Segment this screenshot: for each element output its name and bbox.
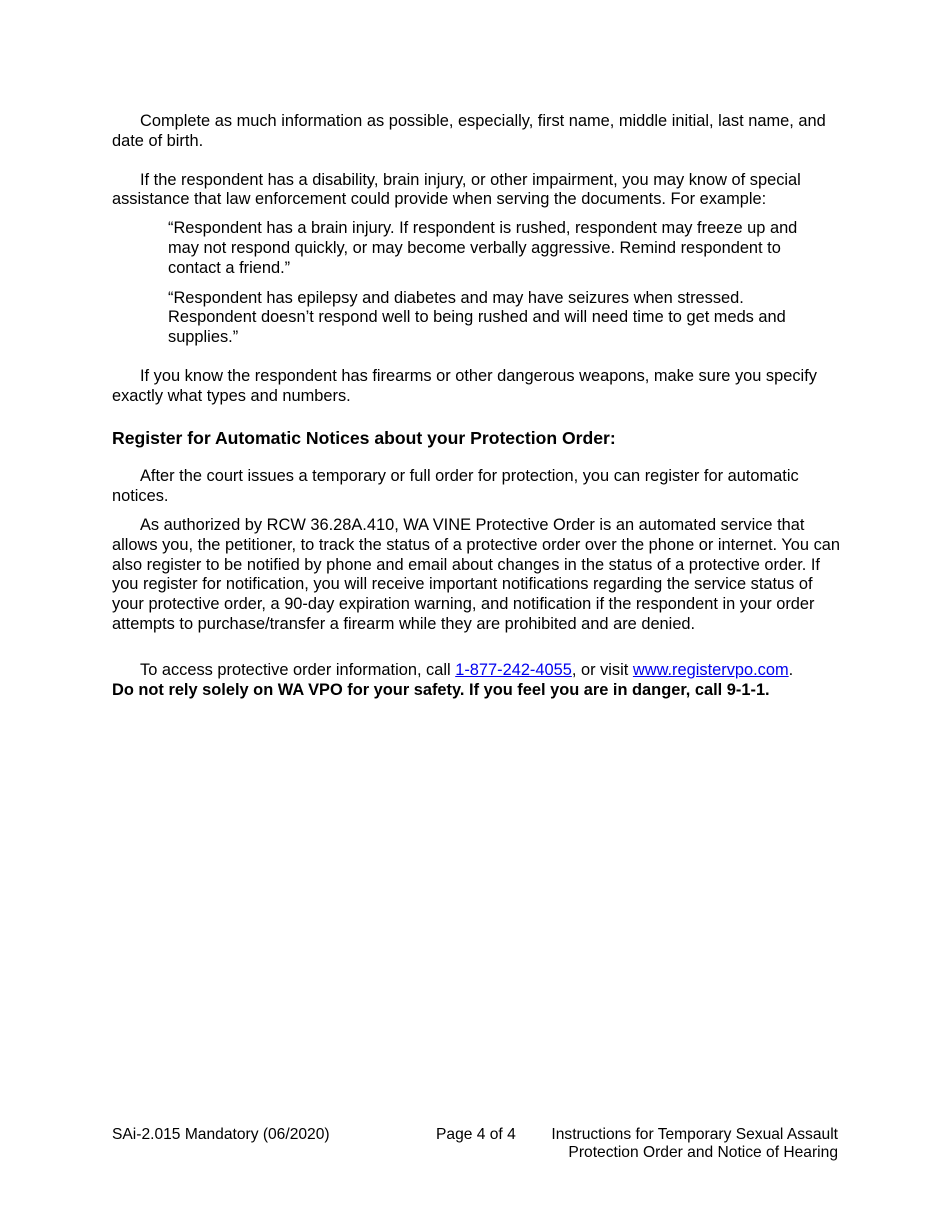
access-paragraph: [112, 661, 840, 681]
access-middle-text: , or visit: [571, 660, 633, 679]
document-title-line-1: Instructions for Temporary Sexual Assault: [551, 1126, 838, 1143]
page-number: Page 4 of 4: [436, 1126, 516, 1143]
vine-paragraph: As authorized by RCW 36.28A.410, WA VINE Protective Order is an automated service that allows you, the petitioner, to track the status of a protective order over the phone or internet. You can also register to be notified by phone and email about changes in the status of a protective order. If you register for notification, you will receive important notifications regarding the service status of your protective order, a 90-day expiration warning, and notification if the respondent in your order attempts to purchase/transfer a firearm while they are prohibited and are denied.: [112, 515, 841, 633]
info-paragraph: Complete as much information as possible, especially, first name, middle initial, last name, and date of birth.: [112, 112, 826, 150]
website-link[interactable]: www.registervpo.com: [632, 660, 789, 679]
example-quote-epilepsy: “Respondent has epilepsy and diabetes and may have seizures when stressed. Respondent doesn’t respond well to being rushed and will need time to get meds and supplies.”: [168, 288, 786, 347]
safety-warning: Do not rely solely on WA VPO for your safety. If you feel you are in danger, call 9-1-1.: [112, 680, 770, 699]
document-body: [112, 112, 840, 700]
notices-paragraph: After the court issues a temporary or full order for protection, you can register for automatic notices.: [112, 467, 799, 506]
document-title: [551, 1126, 838, 1162]
form-id: SAi-2.015 Mandatory (06/2020): [112, 1126, 330, 1143]
access-prefix-text: To access protective order information, call: [140, 660, 456, 679]
document-title-line-2: Protection Order and Notice of Hearing: [568, 1144, 838, 1161]
section-heading: Register for Automatic Notices about your Protection Order:: [112, 427, 616, 448]
firearms-paragraph: If you know the respondent has firearms or other dangerous weapons, make sure you specify exactly what types and numbers.: [112, 366, 817, 405]
example-quote-brain-injury: “Respondent has a brain injury. If respondent is rushed, respondent may freeze up and may not respond quickly, or may become verbally aggressive. Remind respondent to contact a friend.”: [168, 219, 798, 277]
access-suffix-text: .: [788, 660, 794, 679]
disability-paragraph: If the respondent has a disability, brain injury, or other impairment, you may know of special assistance that law enforcement could provide when serving the documents. For example:: [112, 170, 801, 209]
phone-link[interactable]: 1-877-242-4055: [455, 660, 572, 679]
